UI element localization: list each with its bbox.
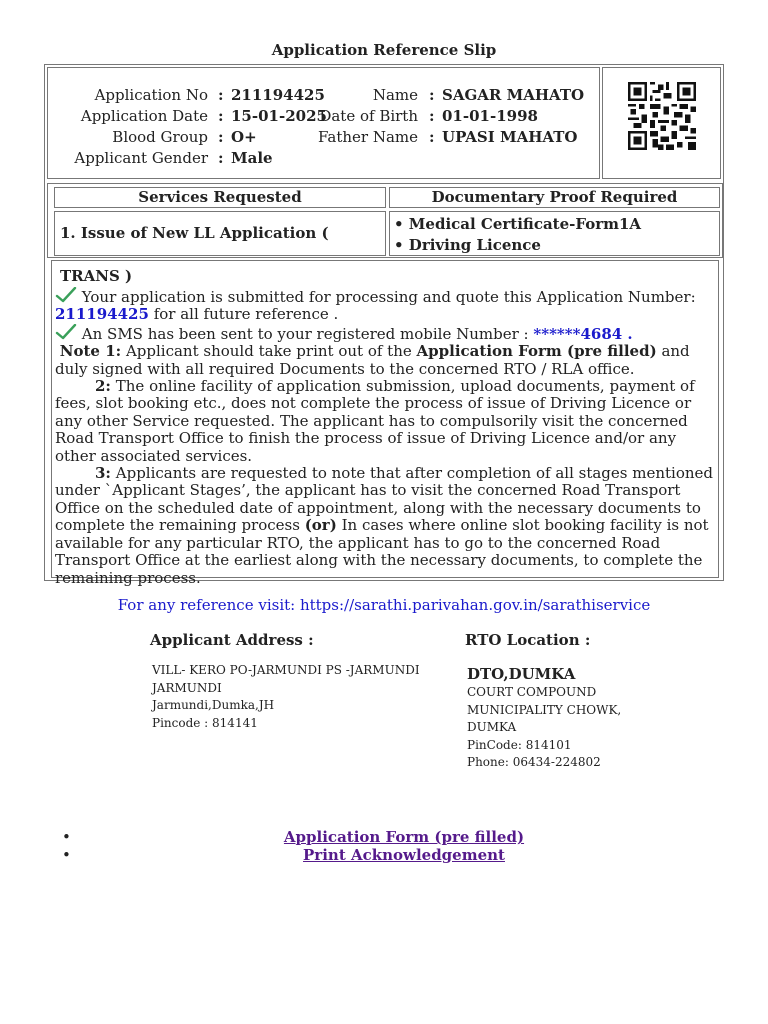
bullet-icon: • <box>62 845 71 864</box>
father-value: UPASI MAHATO <box>442 128 578 146</box>
applicant-details <box>47 67 600 179</box>
message-text <box>55 287 717 587</box>
name-label: Name <box>372 86 418 104</box>
colon: : <box>218 86 224 104</box>
application-form-link[interactable]: Application Form (pre filled) <box>283 828 525 846</box>
page-title: Application Reference Slip <box>271 41 497 59</box>
blood-group-value: O+ <box>231 128 257 146</box>
colon: : <box>429 86 435 104</box>
colon: : <box>218 107 224 125</box>
bullet-icon: • <box>62 828 71 846</box>
gender-label-wrap <box>48 149 208 169</box>
reference-link-text: For any reference visit: https://sarathi.parivahan.gov.in/sarathiservice <box>117 596 651 614</box>
rto-line: PinCode: 814101 <box>467 737 572 752</box>
dob-label-wrap <box>248 107 418 127</box>
rto-location <box>467 664 621 772</box>
future-reference-text: for all future reference . <box>153 305 339 324</box>
list-item <box>0 828 768 846</box>
application-no-label-wrap <box>48 86 208 106</box>
applicant-address-header: Applicant Address : <box>150 631 314 649</box>
blood-group-label-wrap <box>48 128 208 148</box>
masked-mobile: ******4684 . <box>533 324 633 343</box>
qr-code-icon <box>627 82 697 150</box>
note1-text-a: Applicant should take print out of the <box>125 342 412 361</box>
dob-value: 01-01-1998 <box>442 107 538 125</box>
rto-line: DUMKA <box>467 720 517 734</box>
slip-container <box>44 64 724 587</box>
sms-text: An SMS has been sent to your registered mobile Number : <box>81 324 529 343</box>
father-label: Father Name <box>317 128 418 146</box>
application-no-label: Application No <box>94 86 208 104</box>
proof-list <box>389 211 720 256</box>
address-line: JARMUNDI <box>152 680 222 695</box>
rto-name: DTO,DUMKA <box>467 665 576 683</box>
application-date-value: 15-01-2025 <box>231 107 327 125</box>
colon: : <box>218 149 224 167</box>
services-header: Services Requested <box>54 187 386 208</box>
rto-line: COURT COMPOUND <box>467 685 597 699</box>
action-links <box>0 828 768 863</box>
address-line: Jarmundi,Dumka,JH <box>152 698 275 712</box>
print-acknowledgement-link[interactable]: Print Acknowledgement <box>303 845 505 864</box>
address-line: VILL- KERO PO-JARMUNDI PS -JARMUNDI <box>152 663 420 677</box>
name-label-wrap <box>248 86 418 106</box>
note2-text: The online facility of application submission, upload documents, payment of fees, slot booking etc., does not complete the process of issue of Driving Licence or any other Service requested. The applicant has to compulsorily visit the concerned Road Transport Office to finish the process of issue of Driving Licence and/or any other associated services. <box>55 377 695 465</box>
rto-line: MUNICIPALITY CHOWK, <box>467 702 622 717</box>
note3-or: (or) <box>304 516 337 535</box>
check-icon <box>55 324 77 340</box>
note1-text-b: and duly signed with all required Documents to the concerned RTO / RLA office. <box>55 342 690 378</box>
submitted-text: Your application is submitted for processing and quote this Application Number: <box>81 288 696 306</box>
note3-text-b: In cases where online slot booking facility is not available for any particular RTO, the applicant has to go to the concerned Road Transport Office at the earliest along with the necessary documents, to complete the remaining process. <box>55 516 709 587</box>
proof-header: Documentary Proof Required <box>389 187 720 208</box>
blood-group-label: Blood Group <box>112 128 208 146</box>
applicant-address <box>152 662 420 732</box>
father-label-wrap <box>248 128 418 148</box>
application-date-label: Application Date <box>80 107 208 125</box>
note1-label: Note 1: <box>59 342 122 361</box>
service-requested: 1. Issue of New LL Application ( TRANS ) <box>54 211 386 256</box>
colon: : <box>429 107 435 125</box>
note1-form-name: Application Form (pre filled) <box>416 342 657 361</box>
name-value: SAGAR MAHATO <box>442 86 585 104</box>
proof-item: • Medical Certificate-Form1A <box>394 215 642 233</box>
colon: : <box>429 128 435 146</box>
check-icon <box>55 287 77 303</box>
qr-container <box>602 67 721 179</box>
gender-label: Applicant Gender <box>74 149 208 167</box>
application-date-label-wrap <box>48 107 208 127</box>
dob-label: Date of Birth <box>319 107 418 125</box>
note3-label: 3: <box>95 464 111 483</box>
rto-location-header: RTO Location : <box>465 631 591 649</box>
address-line: Pincode : 814141 <box>152 715 258 730</box>
application-no-value: 211194425 <box>231 86 325 104</box>
list-item <box>0 846 768 864</box>
rto-line: Phone: 06434-224802 <box>467 755 601 769</box>
application-number-ref: 211194425 <box>55 305 149 324</box>
message-box <box>51 260 719 587</box>
proof-item: • Driving Licence <box>394 236 541 254</box>
colon: : <box>218 128 224 146</box>
note2-label: 2: <box>95 377 111 396</box>
gender-value: Male <box>231 149 273 167</box>
note3-text-a: Applicants are requested to note that after completion of all stages mentioned under `Applicant Stages’, the applicant has to visit the concerned Road Transport Office on the scheduled date of appointment, along with the necessary documents to complete the remaining process <box>55 464 714 535</box>
services-table <box>47 183 723 285</box>
